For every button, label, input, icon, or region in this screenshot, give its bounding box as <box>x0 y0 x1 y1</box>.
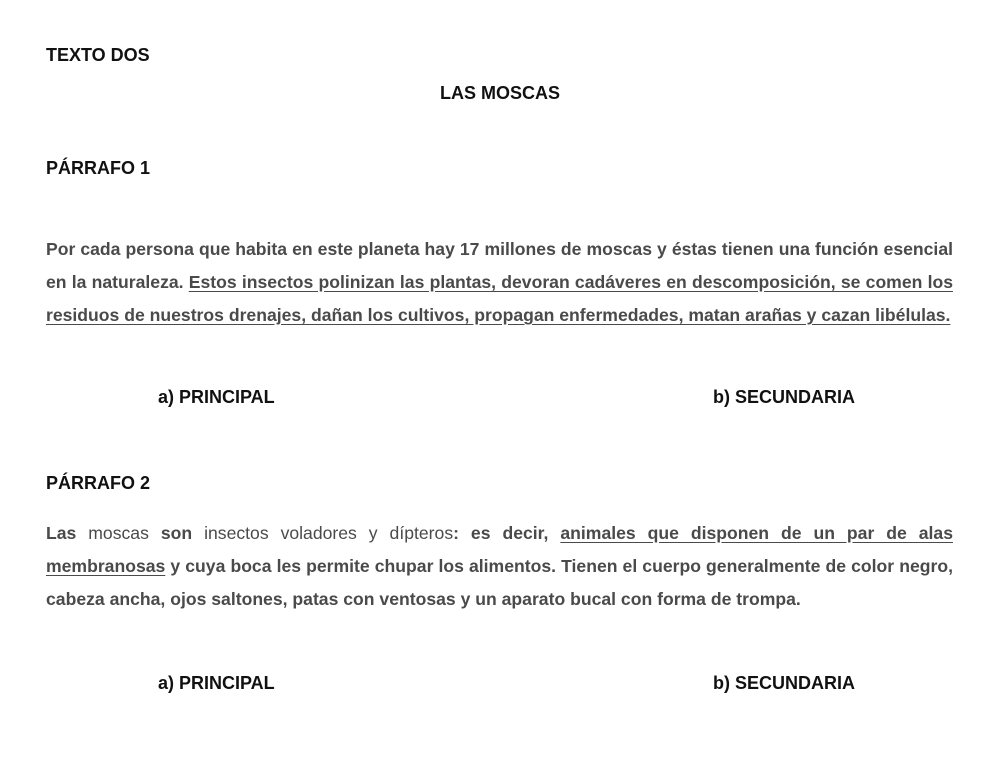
paragraph-1-option-secundaria[interactable]: b) SECUNDARIA <box>713 387 855 407</box>
paragraph-2-text <box>46 517 953 616</box>
paragraph-1-plain-text: Por cada persona que habita en este planeta hay 17 millones de moscas y éstas tienen una función esencial en la naturaleza. <box>46 239 953 292</box>
paragraph-1-text <box>46 233 953 332</box>
paragraph-2-seg-es-decir: : es decir, <box>453 523 561 543</box>
paragraph-1-heading: PÁRRAFO 1 <box>46 158 151 178</box>
paragraph-2-option-secundaria[interactable]: b) SECUNDARIA <box>713 673 855 693</box>
paragraph-2-seg-moscas: moscas <box>76 523 161 543</box>
paragraph-2-heading: PÁRRAFO 2 <box>46 473 151 493</box>
paragraph-1-option-principal[interactable]: a) PRINCIPAL <box>158 387 275 407</box>
paragraph-2-seg-insectos: insectos voladores y dípteros <box>192 523 454 543</box>
paragraph-2-option-principal[interactable]: a) PRINCIPAL <box>158 673 275 693</box>
paragraph-2-seg-son: son <box>160 523 193 543</box>
document-title: LAS MOSCAS <box>439 83 560 103</box>
document-label: TEXTO DOS <box>46 45 150 65</box>
paragraph-2-seg-las: Las <box>46 523 77 543</box>
paragraph-1-underlined-text: Estos insectos polinizan las plantas, devoran cadáveres en descomposición, se comen los residuos de nuestros drenajes, dañan los cultivos, propagan enfermedades, matan arañas y cazan libélulas. <box>46 272 953 325</box>
paragraph-2-underlined-text: animales que disponen de un par de alas membranosas <box>46 523 953 576</box>
paragraph-2-seg-rest: y cuya boca les permite chupar los alimentos. Tienen el cuerpo generalmente de color negro, cabeza ancha, ojos saltones, patas con ventosas y un aparato bucal con forma de trompa. <box>46 556 953 609</box>
